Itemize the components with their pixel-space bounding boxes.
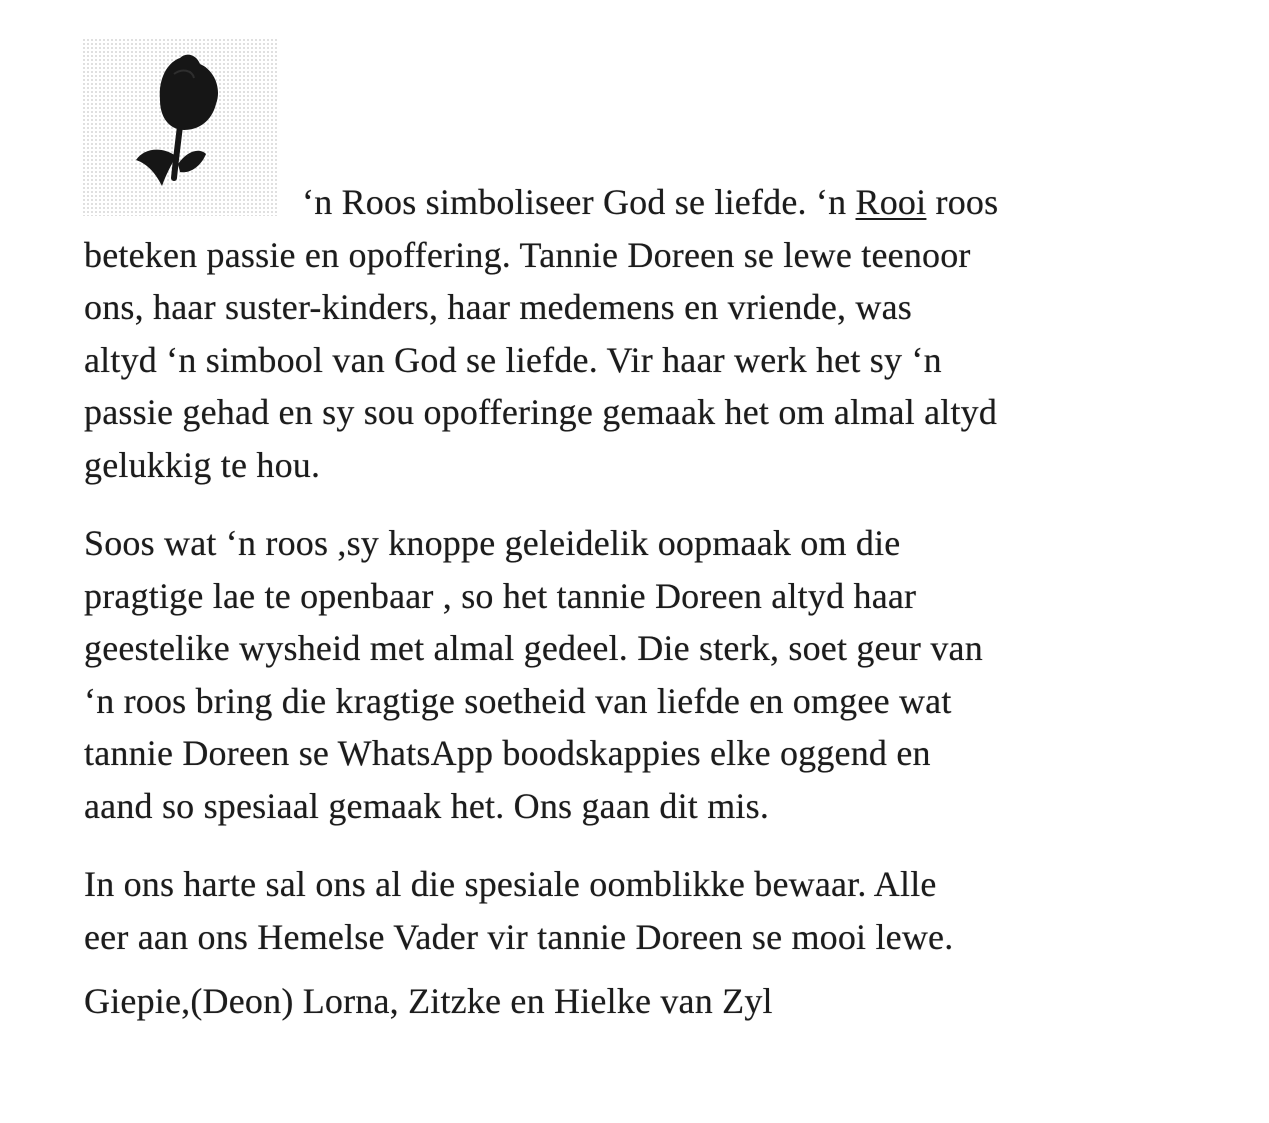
paragraph-1-line: ons, haar suster-kinders, haar medemens en vriende, was: [84, 287, 912, 327]
paragraph-2-line: tannie Doreen se WhatsApp boodskappies elke oggend en: [84, 733, 931, 773]
paragraph-3-line: eer aan ons Hemelse Vader vir tannie Doreen se mooi lewe.: [84, 916, 954, 957]
paragraph-spacer: [84, 832, 1214, 858]
paragraph-2-line: ‘n roos bring die kragtige soetheid van liefde en omgee wat: [84, 680, 952, 721]
paragraph-1-line: altyd ‘n simbool van God se liefde. Vir haar werk het sy ‘n: [84, 339, 942, 380]
paragraph-2-line: aand so spesiaal gemaak het. Ons gaan dit mis.: [84, 785, 770, 826]
paragraph-3-line: In ons harte sal ons al die spesiale oomblikke bewaar. Alle: [84, 864, 937, 904]
line-1-start: ‘n Roos simboliseer God se liefde. ‘n: [302, 182, 856, 222]
paragraph-1-line: beteken passie en opoffering. Tannie Doreen se lewe teenoor: [84, 234, 971, 275]
paragraph-1-line: gelukkig te hou.: [84, 444, 321, 485]
paragraph-2-line: geestelike wysheid met almal gedeel. Die sterk, soet geur van: [84, 628, 983, 668]
paragraph-2-line: Soos wat ‘n roos ,sy knoppe geleidelik oopmaak om die: [84, 523, 901, 563]
paragraph-1-line: passie gehad en sy sou opofferinge gemaak het om almal altyd: [84, 392, 998, 432]
signature: Giepie,(Deon) Lorna, Zitzke en Hielke van Zyl: [84, 981, 773, 1021]
paragraph-1-line-1: [84, 176, 1214, 229]
paragraph-spacer: [84, 491, 1214, 517]
paragraph-2-line: pragtige lae te openbaar , so het tannie Doreen altyd haar: [84, 575, 917, 616]
signature-spacer: [84, 963, 1214, 975]
tribute-text: [84, 176, 1214, 1028]
line-1-end: roos: [926, 182, 999, 222]
underlined-word: Rooi: [855, 182, 927, 222]
